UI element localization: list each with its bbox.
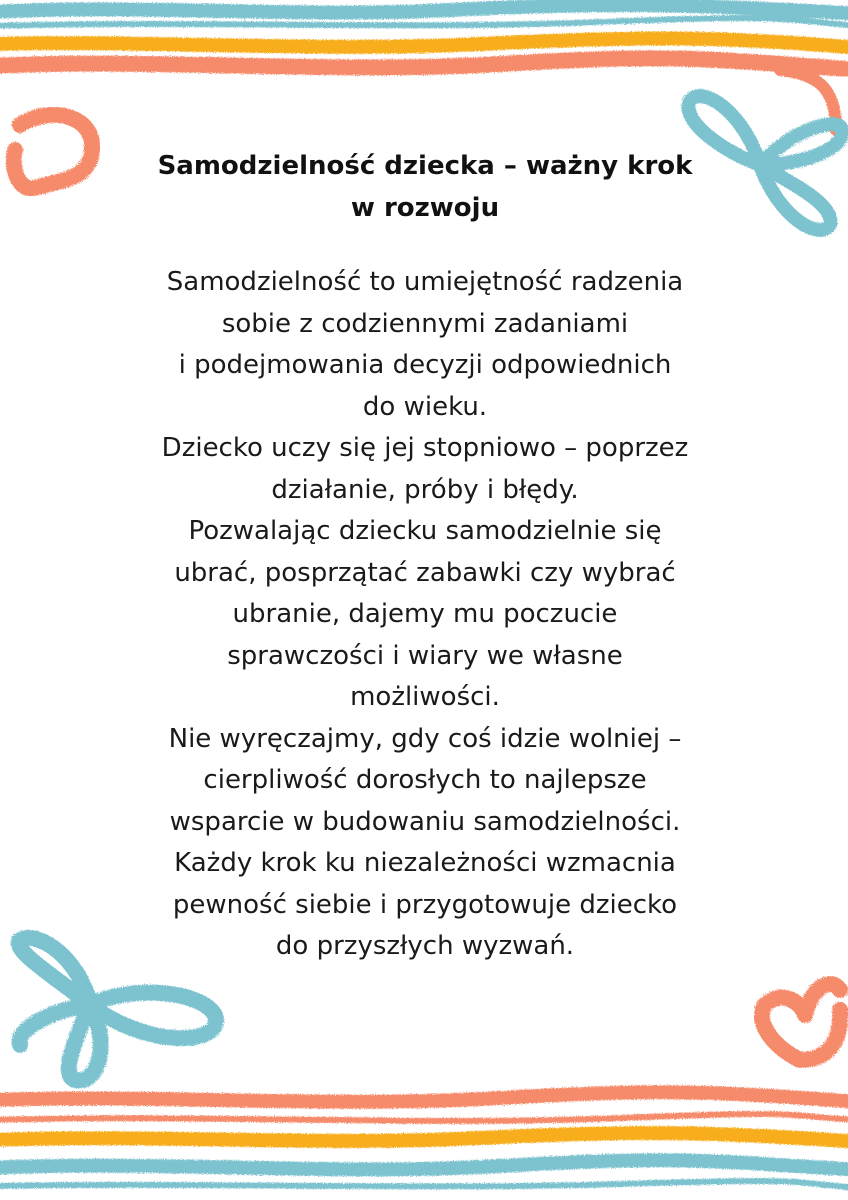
document-body (140, 262, 710, 968)
bottom-stripe-coral (0, 1092, 848, 1102)
top-stripe-blue-thin (0, 18, 848, 26)
body-line: Każdy krok ku niezależności wzmacnia (174, 848, 676, 878)
title-line: w rozwoju (350, 193, 500, 223)
body-line: możliwości. (350, 682, 500, 712)
body-line: ubrać, posprzątać zabawki czy wybrać (174, 557, 676, 588)
body-line: i podejmowania decyzji odpowiednich (178, 350, 672, 380)
top-stripe-orange (0, 38, 848, 48)
heart-icon (762, 984, 840, 1060)
top-stripe-blue (0, 5, 848, 14)
body-line: Samodzielność to umiejętność radzenia (166, 267, 684, 297)
document-content (140, 145, 710, 968)
document-title (140, 145, 710, 229)
bottom-stripe-coral-thin (0, 1114, 848, 1121)
body-line: ubranie, dajemy mu poczucie (232, 599, 618, 629)
body-line: Pozwalając dziecku samodzielnie się (188, 516, 662, 546)
body-line: działanie, próby i błędy. (271, 474, 579, 505)
body-line: Dziecko uczy się jej stopniowo – poprzez (161, 433, 689, 463)
top-stripes (0, 5, 848, 70)
flower-icon (688, 96, 842, 230)
title-line: Samodzielność dziecka – ważny krok (157, 151, 693, 181)
bottom-stripes (0, 1092, 848, 1188)
body-line: do wieku. (362, 391, 488, 422)
bottom-stripe-blue-thin (0, 1181, 848, 1188)
body-line: wsparcie w budowaniu samodzielności. (169, 806, 681, 837)
body-line: sobie z codziennymi zadaniami (221, 308, 629, 339)
body-line: cierpliwość dorosłych to najlepsze (203, 765, 647, 795)
body-line: pewność siebie i przygotowuje dziecko (172, 889, 678, 920)
bottom-stripe-orange (0, 1133, 848, 1142)
body-line: sprawczości i wiary we własne (227, 640, 623, 671)
heart-icon (14, 115, 92, 189)
body-line: do przyszłych wyzwań. (275, 931, 575, 961)
bottom-stripe-blue (0, 1160, 848, 1170)
top-stripe-coral (0, 58, 848, 70)
body-line: Nie wyręczajmy, gdy coś idzie wolniej – (168, 723, 682, 754)
top-right-coral-curl (780, 70, 836, 130)
